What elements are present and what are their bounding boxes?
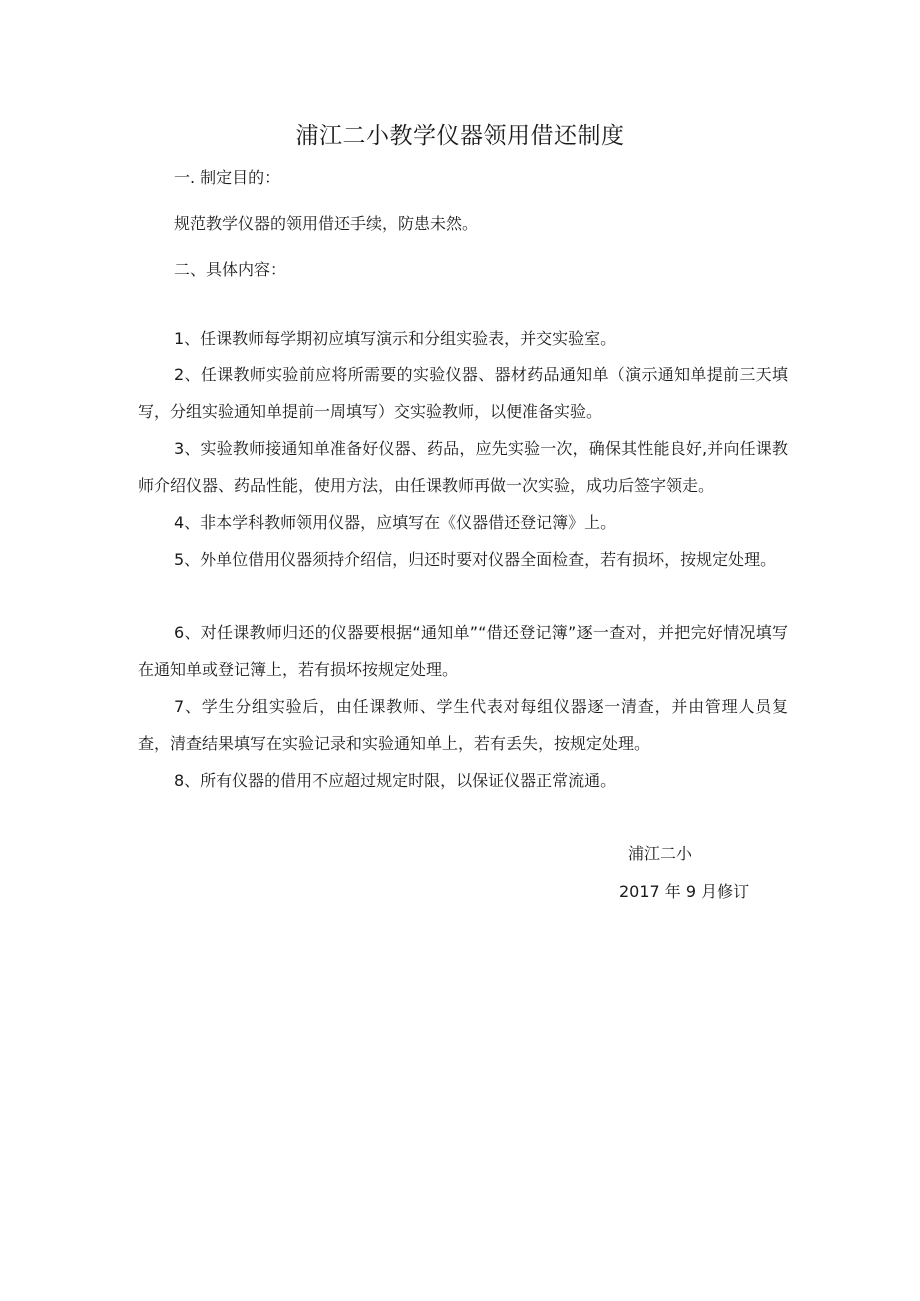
- list-item-6: 6、对任课教师归还的仪器要根据“通知单”“借还登记簿”逐一查对，并把完好情况填写在通知单或登记簿上，若有损坏按规定处理。: [138, 623, 788, 679]
- list-item-2: 2、任课教师实验前应将所需要的实验仪器、器材药品通知单（演示通知单提前三天填写，分组实验通知单提前一周填写）交实验教师，以便准备实验。: [138, 365, 788, 421]
- list-item-8: 8、所有仪器的借用不应超过规定时限，以保证仪器正常流通。: [174, 771, 617, 790]
- document-title: 浦江二小教学仪器领用借还制度: [295, 123, 625, 149]
- section1-heading: 一. 制定目的：: [174, 168, 281, 187]
- list-item-5: 5、外单位借用仪器须持介绍信，归还时要对仪器全面检查，若有损坏，按规定处理。: [174, 550, 777, 569]
- section2-heading: 二、具体内容：: [174, 260, 287, 279]
- signature-org: 浦江二小: [628, 844, 693, 863]
- section1-text: 规范教学仪器的领用借还手续，防患未然。: [174, 214, 479, 233]
- list-item-4: 4、非本学科教师领用仪器，应填写在《仪器借还登记簿》上。: [174, 513, 617, 532]
- signature-date: 2017 年 9 月修订: [619, 882, 750, 901]
- list-item-1: 1、任课教师每学期初应填写演示和分组实验表，并交实验室。: [174, 329, 617, 348]
- list-item-3: 3、实验教师接通知单准备好仪器、药品，应先实验一次，确保其性能良好,并向任课教师介绍仪器、药品性能，使用方法，由任课教师再做一次实验，成功后签字领走。: [138, 439, 788, 495]
- list-item-7: 7、学生分组实验后，由任课教师、学生代表对每组仪器逐一清查，并由管理人员复查，清查结果填写在实验记录和实验通知单上，若有丢失，按规定处理。: [138, 697, 788, 753]
